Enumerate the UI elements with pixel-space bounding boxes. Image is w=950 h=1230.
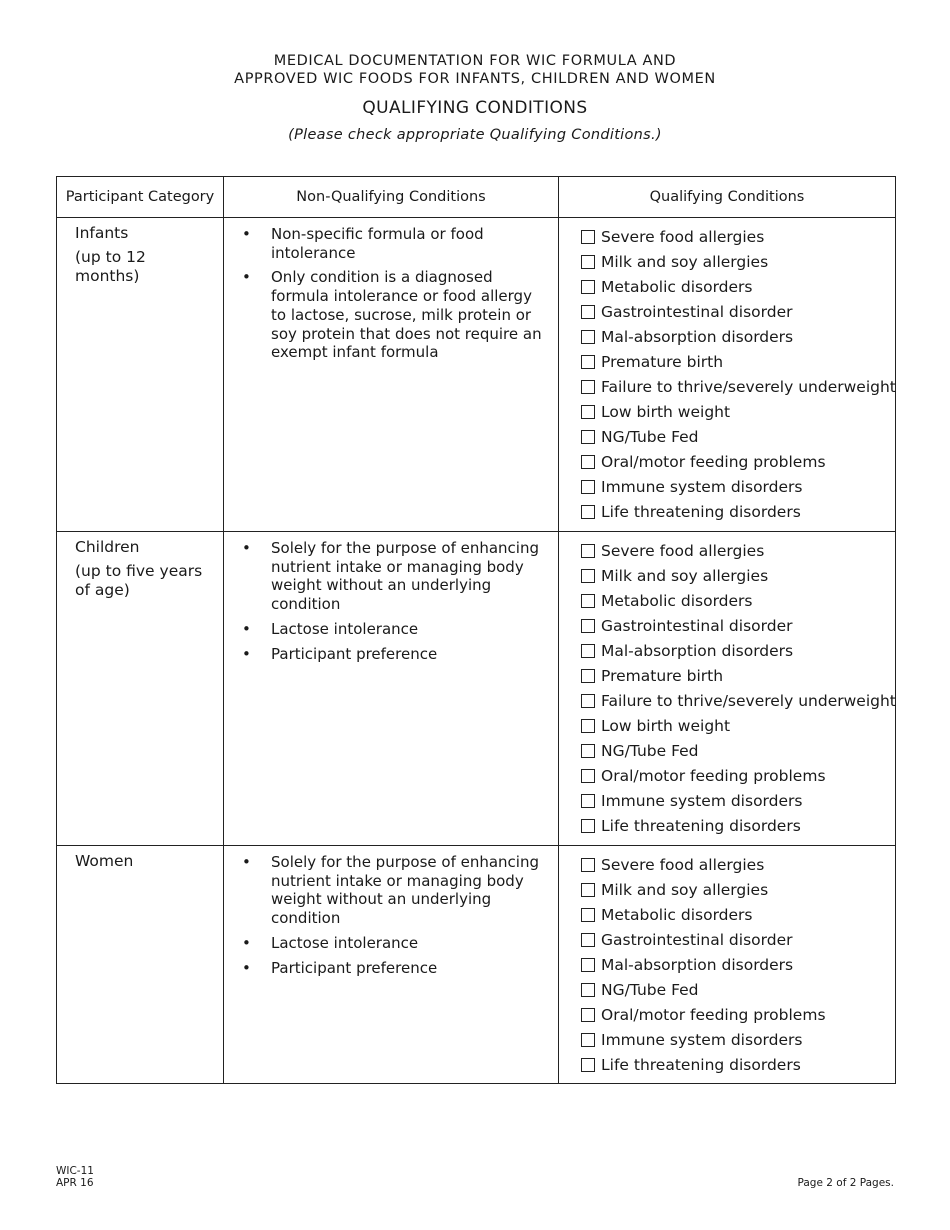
non-qualifying-text: Only condition is a diagnosed formula intolerance or food allergy to lactose, sucrose, milk protein or soy protein that does not require an exempt infant formula xyxy=(271,268,542,362)
qualifying-option-label: Low birth weight xyxy=(601,716,731,735)
qualifying-option[interactable] xyxy=(581,1002,889,1027)
checkbox[interactable] xyxy=(581,1033,595,1047)
qualifying-option-label: Premature birth xyxy=(601,666,724,685)
bullet-icon: • xyxy=(242,619,251,638)
qualifying-option-label: Failure to thrive/severely underweight xyxy=(601,377,896,396)
qualifying-cell xyxy=(559,532,896,846)
table-row-women xyxy=(57,846,896,1084)
conditions-table xyxy=(56,176,896,1084)
document-title-line-2: APPROVED WIC FOODS FOR INFANTS, CHILDREN AND WOMEN xyxy=(234,71,716,87)
non-qualifying-text: Non-specific formula or food intolerance xyxy=(271,225,484,262)
non-qualifying-item xyxy=(242,620,548,639)
qualifying-option-label: Oral/motor feeding problems xyxy=(601,1005,826,1024)
header-qualifying-conditions: Qualifying Conditions xyxy=(559,177,896,218)
qualifying-option[interactable] xyxy=(581,1052,889,1077)
table-row-infants xyxy=(57,218,896,532)
qualifying-option-label: Metabolic disorders xyxy=(601,905,753,924)
qualifying-option[interactable] xyxy=(581,952,889,977)
checkbox[interactable] xyxy=(581,669,595,683)
page-number: Page 2 of 2 Pages. xyxy=(797,1177,894,1189)
category-detail: (up to five years of age) xyxy=(75,562,203,599)
qualifying-option[interactable] xyxy=(581,449,889,474)
category-cell xyxy=(57,846,224,1084)
qualifying-option-label: Premature birth xyxy=(601,352,724,371)
checkbox[interactable] xyxy=(581,619,595,633)
qualifying-option[interactable] xyxy=(581,274,889,299)
qualifying-option-label: Immune system disorders xyxy=(601,1030,803,1049)
qualifying-option-label: Mal-absorption disorders xyxy=(601,327,794,346)
qualifying-option[interactable] xyxy=(581,927,889,952)
non-qualifying-cell xyxy=(224,846,559,1084)
qualifying-option[interactable] xyxy=(581,788,889,813)
qualifying-option-label: Milk and soy allergies xyxy=(601,252,769,271)
checkbox[interactable] xyxy=(581,958,595,972)
checkbox[interactable] xyxy=(581,819,595,833)
qualifying-option[interactable] xyxy=(581,399,889,424)
checkbox[interactable] xyxy=(581,883,595,897)
checkbox[interactable] xyxy=(581,908,595,922)
bullet-icon: • xyxy=(242,958,251,977)
qualifying-option[interactable] xyxy=(581,588,889,613)
qualifying-option[interactable] xyxy=(581,1027,889,1052)
header-non-qualifying-conditions: Non-Qualifying Conditions xyxy=(224,177,559,218)
bullet-icon: • xyxy=(242,853,251,871)
non-qualifying-item xyxy=(242,539,548,614)
non-qualifying-cell xyxy=(224,218,559,532)
document-title-line-1: MEDICAL DOCUMENTATION FOR WIC FORMULA AND xyxy=(273,53,677,69)
non-qualifying-item xyxy=(242,645,548,664)
qualifying-option[interactable] xyxy=(581,688,896,713)
qualifying-option[interactable] xyxy=(581,324,889,349)
table-row-children xyxy=(57,532,896,846)
qualifying-cell xyxy=(559,846,896,1084)
checkbox[interactable] xyxy=(581,769,595,783)
form-date: APR 16 xyxy=(56,1177,94,1189)
checkbox[interactable] xyxy=(581,505,595,519)
category-name: Children xyxy=(75,538,140,556)
qualifying-option-label: NG/Tube Fed xyxy=(601,980,699,999)
qualifying-option-label: NG/Tube Fed xyxy=(601,427,699,446)
qualifying-option-label: Gastrointestinal disorder xyxy=(601,616,793,635)
qualifying-option[interactable] xyxy=(581,638,889,663)
non-qualifying-text: Participant preference xyxy=(271,644,438,663)
non-qualifying-text: Lactose intolerance xyxy=(271,619,419,638)
bullet-icon: • xyxy=(242,644,251,663)
qualifying-option-label: Life threatening disorders xyxy=(601,816,801,835)
checkbox[interactable] xyxy=(581,230,595,244)
bullet-icon: • xyxy=(242,268,251,287)
instruction-text: (Please check appropriate Qualifying Conditions.) xyxy=(288,127,662,143)
qualifying-option-label: Metabolic disorders xyxy=(601,277,753,296)
qualifying-option[interactable] xyxy=(581,763,889,788)
checkbox[interactable] xyxy=(581,794,595,808)
qualifying-option[interactable] xyxy=(581,713,889,738)
qualifying-option-label: Severe food allergies xyxy=(601,541,765,560)
qualifying-option[interactable] xyxy=(581,474,889,499)
checkbox[interactable] xyxy=(581,983,595,997)
non-qualifying-item xyxy=(242,225,548,262)
section-subtitle: QUALIFYING CONDITIONS xyxy=(362,98,588,118)
category-detail: (up to 12 months) xyxy=(75,248,146,285)
bullet-icon: • xyxy=(242,225,251,243)
qualifying-option[interactable] xyxy=(581,877,889,902)
category-name: Women xyxy=(75,852,134,870)
checkbox[interactable] xyxy=(581,430,595,444)
checkbox[interactable] xyxy=(581,1008,595,1022)
qualifying-option[interactable] xyxy=(581,977,889,1002)
checkbox[interactable] xyxy=(581,544,595,558)
qualifying-option-label: Mal-absorption disorders xyxy=(601,641,794,660)
qualifying-option-label: Life threatening disorders xyxy=(601,1055,801,1074)
bullet-icon: • xyxy=(242,933,251,952)
qualifying-option[interactable] xyxy=(581,374,896,399)
non-qualifying-cell xyxy=(224,532,559,846)
table-header-row xyxy=(57,177,896,218)
qualifying-option[interactable] xyxy=(581,249,889,274)
checkbox[interactable] xyxy=(581,280,595,294)
checkbox[interactable] xyxy=(581,305,595,319)
checkbox[interactable] xyxy=(581,744,595,758)
checkbox[interactable] xyxy=(581,380,595,394)
qualifying-option-label: Immune system disorders xyxy=(601,791,803,810)
qualifying-option[interactable] xyxy=(581,299,889,324)
qualifying-option-label: Life threatening disorders xyxy=(601,502,801,521)
qualifying-option-label: Oral/motor feeding problems xyxy=(601,766,826,785)
qualifying-option-label: Mal-absorption disorders xyxy=(601,955,794,974)
non-qualifying-item xyxy=(242,959,548,978)
category-cell xyxy=(57,218,224,532)
checkbox[interactable] xyxy=(581,933,595,947)
qualifying-option[interactable] xyxy=(581,813,889,838)
checkbox[interactable] xyxy=(581,694,595,708)
checkbox[interactable] xyxy=(581,644,595,658)
non-qualifying-text: Solely for the purpose of enhancing nutrient intake or managing body weight without an underlying condition xyxy=(271,539,540,614)
qualifying-option[interactable] xyxy=(581,563,889,588)
category-cell xyxy=(57,532,224,846)
bullet-icon: • xyxy=(242,539,251,557)
checkbox[interactable] xyxy=(581,858,595,872)
qualifying-option[interactable] xyxy=(581,902,889,927)
qualifying-option-label: Gastrointestinal disorder xyxy=(601,930,793,949)
category-name: Infants xyxy=(75,224,129,242)
non-qualifying-item xyxy=(242,268,548,362)
qualifying-option[interactable] xyxy=(581,224,889,249)
qualifying-option-label: Gastrointestinal disorder xyxy=(601,302,793,321)
qualifying-option-label: Immune system disorders xyxy=(601,477,803,496)
qualifying-option-label: Severe food allergies xyxy=(601,855,765,874)
qualifying-option[interactable] xyxy=(581,663,889,688)
checkbox[interactable] xyxy=(581,455,595,469)
non-qualifying-item xyxy=(242,853,548,928)
header-participant-category: Participant Category xyxy=(57,177,224,218)
qualifying-option-label: Failure to thrive/severely underweight xyxy=(601,691,896,710)
checkbox[interactable] xyxy=(581,594,595,608)
form-identifier xyxy=(56,1165,94,1189)
qualifying-option-label: Low birth weight xyxy=(601,402,731,421)
document-header xyxy=(0,52,950,143)
non-qualifying-text: Solely for the purpose of enhancing nutrient intake or managing body weight without an underlying condition xyxy=(271,853,540,928)
checkbox[interactable] xyxy=(581,255,595,269)
non-qualifying-text: Lactose intolerance xyxy=(271,933,419,952)
checkbox[interactable] xyxy=(581,480,595,494)
qualifying-option-label: Milk and soy allergies xyxy=(601,880,769,899)
qualifying-option-label: NG/Tube Fed xyxy=(601,741,699,760)
qualifying-option[interactable] xyxy=(581,852,889,877)
checkbox[interactable] xyxy=(581,569,595,583)
qualifying-option[interactable] xyxy=(581,424,889,449)
non-qualifying-text: Participant preference xyxy=(271,958,438,977)
qualifying-option-label: Milk and soy allergies xyxy=(601,566,769,585)
qualifying-option[interactable] xyxy=(581,738,889,763)
checkbox[interactable] xyxy=(581,719,595,733)
qualifying-option[interactable] xyxy=(581,538,889,563)
non-qualifying-item xyxy=(242,934,548,953)
checkbox[interactable] xyxy=(581,1058,595,1072)
qualifying-option[interactable] xyxy=(581,499,889,524)
qualifying-option-label: Metabolic disorders xyxy=(601,591,753,610)
checkbox[interactable] xyxy=(581,355,595,369)
qualifying-option[interactable] xyxy=(581,613,889,638)
checkbox[interactable] xyxy=(581,330,595,344)
form-id: WIC-11 xyxy=(56,1165,94,1177)
checkbox[interactable] xyxy=(581,405,595,419)
qualifying-option-label: Severe food allergies xyxy=(601,227,765,246)
qualifying-cell xyxy=(559,218,896,532)
qualifying-option[interactable] xyxy=(581,349,889,374)
qualifying-option-label: Oral/motor feeding problems xyxy=(601,452,826,471)
